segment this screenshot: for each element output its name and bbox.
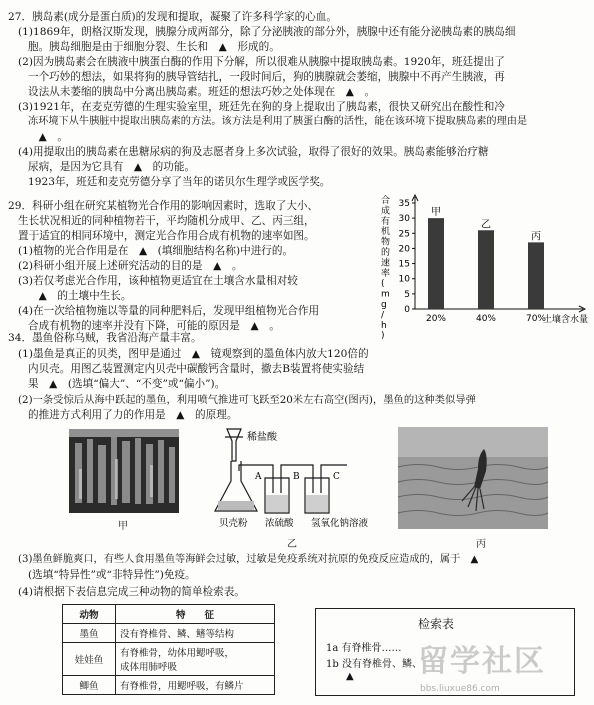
sulfuric-acid-label: 浓硫酸 [265, 518, 294, 529]
chart-ylabel-char: ( [381, 279, 385, 290]
chart-bar [478, 230, 494, 309]
q29-line-9: 合成有机物的速率并没有下降，可能的原因是 ▲ 。 [28, 320, 280, 332]
chart-ylabel-char: 机 [381, 227, 391, 238]
flask-a-label: A [255, 472, 262, 482]
table-cell: 有脊椎骨，用鳃呼吸，有鳞片 [116, 676, 275, 695]
chart-ytick-label: 15 [398, 259, 410, 270]
q34-line-4: 果 ▲ (选填“偏大”、“不变”或“偏小”)。 [28, 378, 226, 390]
bottle-c-label: C [333, 472, 340, 482]
q27-line-9: ▲ 。 [28, 131, 68, 143]
q34-line-5: (2)一条受惊后从海中跃起的墨鱼，利用喷气推进可飞跃至20米左右高空(图丙)，墨鱼的这种类似导弹 [18, 394, 476, 406]
caption-bing: 丙 [476, 539, 486, 550]
chart-xtick-label: 40% [475, 314, 497, 324]
q29-line-3: 置于适宜的相同环境中，测定光合作用合成有机物的速率如图。 [18, 230, 315, 242]
chart-bar [428, 218, 444, 309]
q27-line-6: 设法从未萎缩的胰岛中分离出胰岛素。班廷的想法巧妙之处体现在 ▲ 。 [28, 86, 376, 98]
table-cell-line: 成体用肺呼吸 [120, 662, 178, 673]
chart-xtick-label: 20% [425, 314, 447, 324]
chart-ylabel-char: 成 [381, 206, 391, 217]
q34-line-8: (选填“特异性”或“非特异性”)免疫。 [28, 569, 196, 581]
shell-powder-label: 贝壳粉 [219, 518, 248, 529]
q29-line-5: (2)科研小组开展上述研究活动的目的是 ▲ 。 [18, 260, 243, 272]
chart-ylabel-char: / [381, 310, 385, 321]
chart-bar [528, 242, 544, 309]
key-blank: ▲ [346, 671, 354, 682]
chart-ytick-label: 20 [398, 244, 410, 255]
caption-yi: 乙 [287, 539, 297, 550]
key-title: 检索表 [418, 617, 455, 631]
chart-ylabel-char: ) [381, 331, 385, 342]
chart-ytick-label: 10 [398, 274, 410, 285]
chart-ytick-label: 5 [404, 289, 410, 300]
table-cell: 娃娃鱼 [63, 643, 116, 676]
table-header-feature: 特 征 [116, 605, 275, 624]
chart-svg [375, 191, 589, 342]
chart-ylabel [381, 194, 390, 341]
chart-ylabel-char: g [381, 300, 387, 310]
q27-line-3: 胞。胰岛细胞是由于细胞分裂、生长和 ▲ 形成的。 [28, 41, 280, 53]
q29-line-1: 29．科研小组在研究某植物光合作用的影响因素时，选取了大小、 [8, 200, 319, 212]
q29-line-7: ▲ 的土壤中生长。 [28, 290, 132, 302]
q27-line-12: 1923年，班廷和麦克劳德分享了当年的诺贝尔生理学或医学奖。 [28, 176, 331, 188]
q27-line-2: (1)1869年，朗格汉斯发现，胰腺分成两部分，除了分泌胰液的部分外，胰腺中还有能分泌胰岛素的胰岛细 [18, 26, 516, 38]
table-cell: 鲫鱼 [63, 676, 116, 695]
q27-line-10: (4)用提取出的胰岛素在患糖尿病的狗及志愿者身上多次试验，取得了很好的效果。胰岛素能够治疗糖 [18, 146, 489, 158]
q29-line-2: 生长状况相近的同种植物若干，平均随机分成甲、乙、丙三组， [18, 215, 315, 227]
q29-line-8: (4)在一次给植物施以等量的同种肥料后，发现甲组植物光合作用 [18, 305, 320, 317]
chart-ylabel-char: 有 [381, 216, 391, 227]
figures-row [0, 423, 594, 551]
chart-bar-group-label: 甲 [431, 207, 441, 219]
chart-ylabel-char: 物 [381, 237, 391, 248]
chart-ytick-label: 30 [398, 214, 410, 225]
q27-line-1: 27．胰岛素(成分是蛋白质)的发现和提取，凝聚了许多科学家的心血。 [8, 11, 337, 23]
acid-label: 稀盐酸 [247, 432, 277, 443]
naoh-label: 氢氧化钠溶液 [311, 518, 369, 529]
photosynthesis-bar-chart [375, 191, 589, 342]
chart-ytick-label: 25 [398, 229, 410, 240]
shell-micrograph-image [69, 429, 179, 513]
q34-line-1: 34．墨鱼俗称乌贼，我省沿海产量丰富。 [8, 332, 202, 344]
table-row [63, 624, 275, 643]
bottle-b-label: B [293, 472, 300, 482]
table-cell [116, 643, 275, 676]
chart-bar-group-label: 丙 [531, 231, 541, 243]
q27-line-7: (3)1921年，在麦克劳德的生理实验室里，班廷先在狗的身上提取出了胰岛素，很快又研究出在酸性和冷 [18, 101, 505, 113]
table-cell: 没有脊椎骨、鳞、鳍等结构 [116, 624, 275, 643]
q29-line-4: (1)植物的光合作用是在 ▲ (填细胞结构名称)中进行的。 [18, 245, 294, 257]
q34-line-6: 的推进方式利用了力的作用是 ▲ 的原理。 [28, 409, 238, 421]
table-header-animal: 动物 [63, 605, 116, 624]
q27-line-8: 冻环境下从牛胰脏中提取出胰岛素的方法。该方法是利用了胰蛋白酶的活性，能在该环境下提取胰岛素的理由是 [28, 116, 528, 127]
chart-xtick-label: 70% [525, 314, 547, 324]
chart-ylabel-char: 率 [381, 268, 391, 279]
table-cell: 墨鱼 [63, 624, 116, 643]
q34-line-9: (4)请根据下表信息完成三种动物的简单检索表。 [18, 586, 245, 598]
watermark-logo: 留学社区 [418, 644, 546, 679]
chart-bar-group-label: 乙 [481, 219, 491, 231]
chart-ylabel-char: m [381, 289, 390, 300]
q27-line-4: (2)因为胰岛素会在胰液中胰蛋白酶的作用下分解，所以很难从胰腺中提取胰岛素。1920年，班廷提出了 [18, 56, 505, 68]
key-line-1a: 1a 有脊椎骨…… [326, 643, 402, 654]
q27-line-11: 尿病，是因为它具有 ▲ 的功能。 [28, 161, 196, 173]
caption-jia: 甲 [118, 521, 128, 532]
table-cell-line: 有脊椎骨，幼体用鳃呼吸， [120, 648, 235, 659]
chart-ylabel-char: 合 [381, 196, 391, 206]
table-row [63, 643, 275, 676]
chart-xlabel: 土壤含水量 [543, 315, 589, 325]
flying-squid-photo [398, 427, 548, 529]
animal-feature-table [62, 604, 275, 695]
key-line-1b: 1b 没有脊椎骨、鳞、 [326, 659, 422, 670]
q27-line-5: 一个巧妙的想法，如果将狗的胰导管结扎，一段时间后，狗的胰腺就会萎缩，胰腺中不再产生胰液，再 [28, 71, 505, 83]
q34-line-3: 内贝壳。用图乙装置测定内贝壳中碳酸钙含量时，撤去B装置将使实验结 [28, 363, 365, 375]
apparatus-diagram [195, 423, 385, 533]
table-row [63, 676, 275, 695]
q29-line-6: (3)若仅考虑光合作用，该种植物更适宜在土壤含水量相对较 [18, 275, 298, 287]
chart-ylabel-char: 的 [381, 248, 391, 258]
chart-ytick-label: 35 [398, 199, 410, 209]
chart-ytick-label: 0 [404, 305, 410, 315]
watermark-url: bbs.liuxue86.com [420, 684, 500, 694]
chart-ylabel-char: h [381, 320, 387, 331]
q34-line-7: (3)墨鱼鲜脆爽口，有些人食用墨鱼等海鲜会过敏，过敏是免疫系统对抗原的免疫反应造成的，属于 ▲ [18, 554, 479, 565]
q34-line-2: (1)墨鱼是真正的贝类，图甲是通过 ▲ 镜观察到的墨鱼体内放大120倍的 [18, 348, 369, 360]
chart-ylabel-char: 速 [381, 258, 391, 269]
